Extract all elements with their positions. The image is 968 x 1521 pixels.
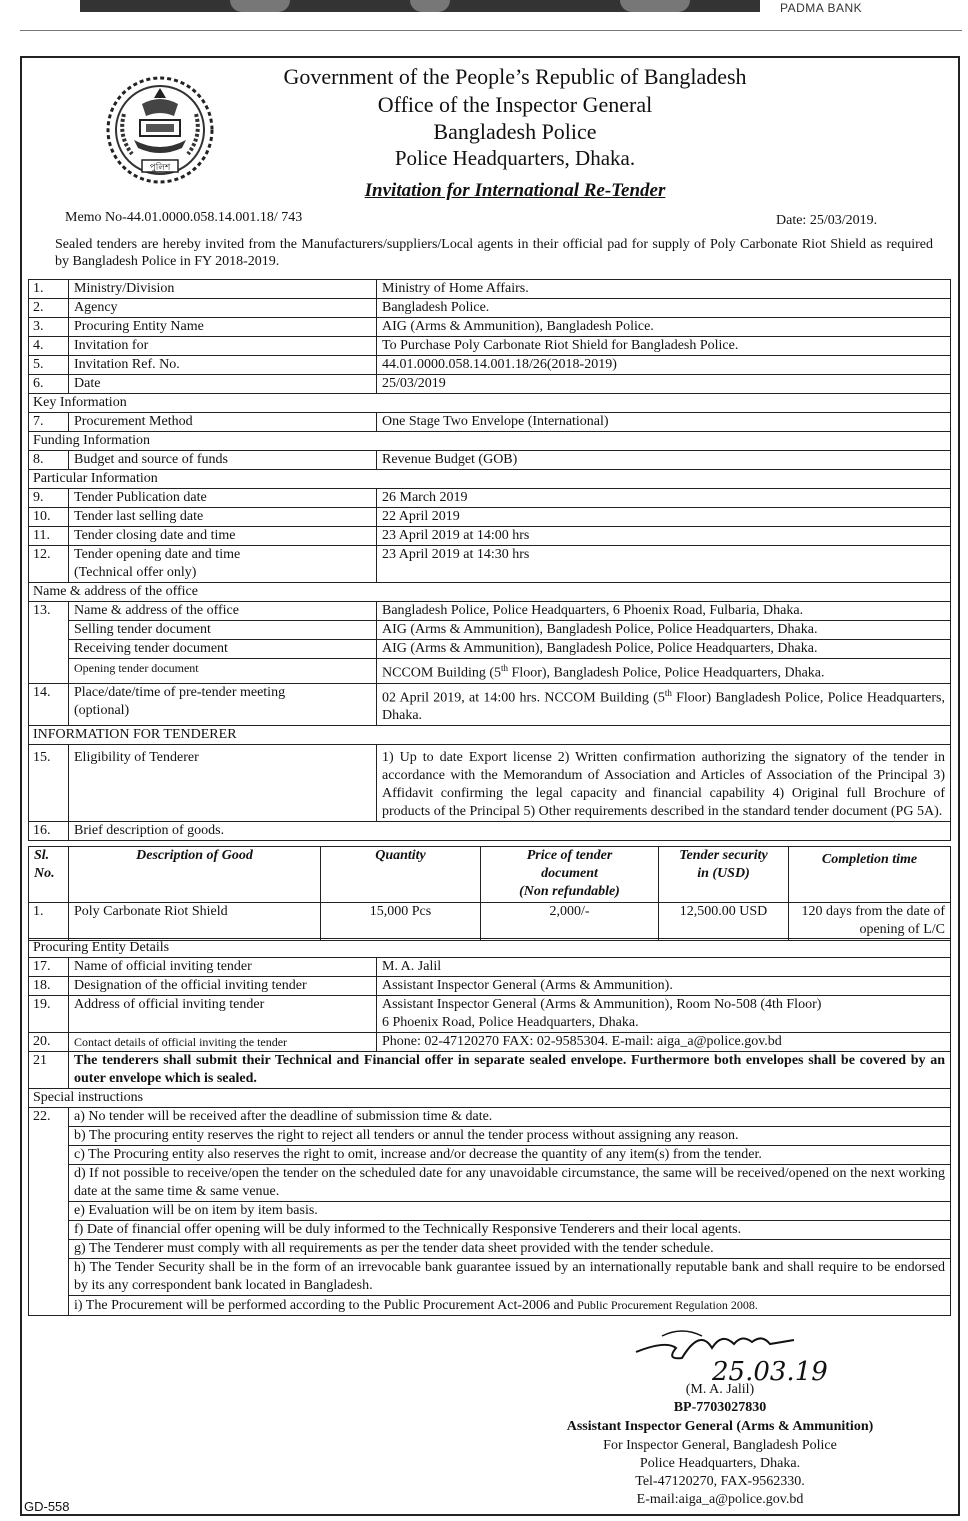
row-value: 23 April 2019 at 14:00 hrs	[377, 527, 951, 546]
row-number: 19.	[29, 996, 69, 1033]
notice-title: Invitation for International Re-Tender	[364, 180, 666, 201]
signatory-office: Police Headquarters, Dhaka.	[639, 1456, 801, 1471]
row-label: Budget and source of funds	[69, 451, 377, 470]
row-label: Ministry/Division	[69, 280, 377, 299]
row-value-line: AIG (Arms & Ammunition), Bangladesh Police, Police Headquarters, Dhaka.	[377, 640, 950, 659]
row-label: Contact details of official inviting the tender	[69, 1033, 377, 1052]
footer-code: GD-558	[24, 1499, 70, 1514]
table-row	[29, 489, 951, 508]
table-row	[29, 375, 951, 394]
row-label: Tender last selling date	[69, 508, 377, 527]
row-number: 22.	[29, 1108, 69, 1316]
row-value: Ministry of Home Affairs.	[377, 280, 951, 299]
row-value: AIG (Arms & Ammunition), Bangladesh Police.	[377, 318, 951, 337]
table-row	[29, 822, 951, 841]
row-number: 3.	[29, 318, 69, 337]
row-number: 10.	[29, 508, 69, 527]
row-number: 7.	[29, 413, 69, 432]
row-number: 16.	[29, 822, 69, 841]
row-value: M. A. Jalil	[377, 958, 951, 977]
row-number: 17.	[29, 958, 69, 977]
section-special-instructions: Special instructions	[29, 1089, 951, 1108]
section-key-information: Key Information	[29, 394, 951, 413]
table-row	[29, 602, 951, 684]
row-value: 22 April 2019	[377, 508, 951, 527]
row-number: 9.	[29, 489, 69, 508]
header-line: in (USD)	[697, 866, 750, 881]
table-row	[29, 508, 951, 527]
text-sup: th	[664, 687, 672, 698]
instruction-item: h) The Tender Security shall be in the form of an irrevocable bank guarantee issued by an internationally reputable bank and shall require to be endorsed by its any correspondent bank located in Bangladesh.	[69, 1259, 950, 1296]
row-label-line: Name & address of the office	[69, 602, 376, 621]
intro-paragraph: Sealed tenders are hereby invited from the Manufacturers/suppliers/Local agents in their official pad for supply of Poly Carbonate Riot Shield as required by Bangladesh Police in FY 2018-2019.	[55, 237, 933, 269]
top-photo-strip	[80, 0, 760, 12]
row-number: 11.	[29, 527, 69, 546]
goods-sl: 1.	[29, 903, 69, 941]
text-part: i) The Procurement will be performed according to the Public Procurement Act-2006 and	[74, 1298, 578, 1313]
procuring-table	[28, 938, 951, 1316]
text-part: NCCOM Building (5	[382, 665, 502, 681]
table-row	[29, 337, 951, 356]
row-label-line: Receiving tender document	[69, 640, 376, 659]
section-name-address: Name & address of the office	[29, 583, 951, 602]
row-label: Brief description of goods.	[69, 822, 951, 841]
row-value: 26 March 2019	[377, 489, 951, 508]
header-line: Sl.	[34, 848, 50, 863]
goods-price: 2,000/-	[481, 903, 659, 941]
row-value: 25/03/2019	[377, 375, 951, 394]
row-label: Address of official inviting tender	[69, 996, 377, 1033]
row-value	[377, 683, 951, 726]
header-office: Office of the Inspector General	[377, 92, 653, 117]
header-government: Government of the People’s Republic of Bangladesh	[283, 64, 747, 89]
goods-row	[29, 903, 951, 941]
text-part: Floor), Bangladesh Police, Police Headquarters, Dhaka.	[508, 665, 825, 681]
instruction-item: d) If not possible to receive/open the tender on the scheduled date for any unavoidable circumstance, the same will be received/opened on the next working date at the same time & same venue.	[69, 1165, 950, 1202]
row-value-line	[377, 659, 950, 683]
signatory-name: (M. A. Jalil)	[685, 1382, 755, 1397]
row-value-line: 6 Phoenix Road, Police Headquarters, Dhaka.	[382, 1015, 639, 1030]
signatory-tel: Tel-47120270, FAX-9562330.	[635, 1474, 805, 1489]
instruction-list	[69, 1108, 951, 1316]
instruction-item: g) The Tenderer must comply with all requirements as per the tender data sheet provided with the tender schedule.	[69, 1240, 950, 1259]
signatory-email: E-mail:aiga_a@police.gov.bd	[636, 1492, 804, 1507]
row-number: 1.	[29, 280, 69, 299]
row-label: Tender closing date and time	[69, 527, 377, 546]
table-row	[29, 546, 951, 583]
row-number: 5.	[29, 356, 69, 375]
notice-date: Date: 25/03/2019.	[776, 213, 878, 228]
header-line: Tender security	[679, 848, 768, 863]
row-label-line: (optional)	[74, 702, 130, 718]
row-label-line: Selling tender document	[69, 621, 376, 640]
goods-security: 12,500.00 USD	[659, 903, 789, 941]
table-row	[29, 683, 951, 726]
row-value	[377, 602, 951, 684]
goods-header-row	[29, 847, 951, 903]
instruction-item: e) Evaluation will be on item by item basis.	[69, 1202, 950, 1221]
section-header	[29, 726, 951, 745]
instruction-item: c) The Procuring entity also reserves the right to omit, increase and/or decrease the quantity of any item(s) from the tender.	[69, 1146, 950, 1165]
section-header	[29, 1089, 951, 1108]
signatory-designation: Assistant Inspector General (Arms & Ammunition)	[566, 1419, 874, 1434]
text-part: 02 April 2019, at 14:00 hrs. NCCOM Building (5	[382, 690, 665, 706]
table-row	[29, 451, 951, 470]
row-value: 44.01.0000.058.14.001.18/26(2018-2019)	[377, 356, 951, 375]
handwritten-date: 25.03.19	[712, 1357, 828, 1384]
row-value: The tenderers shall submit their Technical and Financial offer in separate sealed envelope. Furthermore both envelopes shall be covered by an outer envelope which is sealed.	[69, 1052, 951, 1089]
row-value-line: Bangladesh Police, Police Headquarters, 6 Phoenix Road, Fulbaria, Dhaka.	[377, 602, 950, 621]
table-row	[29, 413, 951, 432]
row-number: 13.	[29, 602, 69, 684]
signatory-bp: BP-7703027830	[673, 1400, 767, 1415]
top-divider	[20, 30, 962, 31]
row-value	[377, 996, 951, 1033]
row-label: Tender Publication date	[69, 489, 377, 508]
instruction-item: f) Date of financial offer opening will be duly informed to the Technically Responsive Tenderers and their local agents.	[69, 1221, 950, 1240]
row-label-line: Tender opening date and time	[74, 547, 241, 562]
table-row	[29, 977, 951, 996]
row-value-line: Assistant Inspector General (Arms & Ammunition), Room No-508 (4th Floor)	[382, 997, 822, 1012]
emblem-scroll-text: পুলিশ	[149, 163, 171, 173]
section-header	[29, 939, 951, 958]
row-label: Procurement Method	[69, 413, 377, 432]
text-part: Public Procurement Regulation 2008.	[577, 1298, 758, 1312]
table-row	[29, 318, 951, 337]
row-label: Agency	[69, 299, 377, 318]
row-value: To Purchase Poly Carbonate Riot Shield for Bangladesh Police.	[377, 337, 951, 356]
section-information-tenderer: INFORMATION FOR TENDERER	[29, 726, 951, 745]
header-line: document	[541, 866, 598, 881]
header-line: (Non refundable)	[519, 884, 620, 899]
table-row	[29, 745, 951, 822]
section-header	[29, 432, 951, 451]
goods-table	[28, 846, 951, 941]
table-row	[29, 527, 951, 546]
goods-completion: 120 days from the date of opening of L/C	[789, 903, 951, 941]
header-police: Bangladesh Police	[433, 119, 597, 144]
table-row	[29, 280, 951, 299]
row-label: Date	[69, 375, 377, 394]
tender-data-table	[28, 279, 951, 841]
row-value: 1) Up to date Export license 2) Written confirmation authorizing the signatory of the tender in accordance with the Memorandum of Association and Articles of Association of the Principal 3) Affidavit confirming the legal capacity and financial capability 4) Original full Brochure of products of the Principal 5) Other requirements described in the standard tender document (PG 5A).	[377, 745, 951, 822]
header-line: Price of tender	[526, 848, 613, 863]
goods-header-completion: Completion time	[789, 847, 951, 903]
goods-description: Poly Carbonate Riot Shield	[69, 903, 321, 941]
row-value: 23 April 2019 at 14:30 hrs	[377, 546, 951, 583]
source-label: PADMA BANK	[780, 1, 863, 15]
header-hq: Police Headquarters, Dhaka.	[394, 146, 636, 170]
row-label: Name of official inviting tender	[69, 958, 377, 977]
row-label	[69, 546, 377, 583]
row-label-line: (Technical offer only)	[74, 565, 197, 580]
row-label: Eligibility of Tenderer	[69, 745, 377, 822]
row-value-line: AIG (Arms & Ammunition), Bangladesh Police, Police Headquarters, Dhaka.	[377, 621, 950, 640]
row-value: Phone: 02-47120270 FAX: 02-9585304. E-mail: aiga_a@police.gov.bd	[377, 1033, 951, 1052]
table-row	[29, 958, 951, 977]
goods-header-quantity: Quantity	[321, 847, 481, 903]
goods-header-price	[481, 847, 659, 903]
instruction-item: b) The procuring entity reserves the right to reject all tenders or annul the tender process without assigning any reason.	[69, 1127, 950, 1146]
row-number: 4.	[29, 337, 69, 356]
text-sup: th	[501, 663, 509, 673]
row-label: Invitation for	[69, 337, 377, 356]
table-row	[29, 356, 951, 375]
row-value: One Stage Two Envelope (International)	[377, 413, 951, 432]
row-label: Procuring Entity Name	[69, 318, 377, 337]
row-label-line: Opening tender document	[74, 661, 199, 675]
table-row	[29, 996, 951, 1033]
table-row	[29, 299, 951, 318]
goods-header-security	[659, 847, 789, 903]
section-header	[29, 583, 951, 602]
row-number: 8.	[29, 451, 69, 470]
handwritten-signature-icon	[632, 1322, 852, 1384]
goods-quantity: 15,000 Pcs	[321, 903, 481, 941]
instruction-item: a) No tender will be received after the deadline of submission time & date.	[69, 1108, 950, 1127]
section-procuring-entity: Procuring Entity Details	[29, 939, 951, 958]
row-label	[69, 683, 377, 726]
section-header	[29, 394, 951, 413]
section-header	[29, 470, 951, 489]
row-number: 15.	[29, 745, 69, 822]
row-value: Revenue Budget (GOB)	[377, 451, 951, 470]
row-number: 20.	[29, 1033, 69, 1052]
text-part: Floor) Bangladesh Police, Police Headquarters, Dhaka.	[382, 690, 945, 724]
row-number: 21	[29, 1052, 69, 1089]
row-number: 18.	[29, 977, 69, 996]
row-number: 2.	[29, 299, 69, 318]
row-value: Bangladesh Police.	[377, 299, 951, 318]
row-label	[69, 602, 377, 684]
goods-header-description: Description of Good	[69, 847, 321, 903]
row-value: Assistant Inspector General (Arms & Ammunition).	[377, 977, 951, 996]
row-label: Designation of the official inviting tender	[69, 977, 377, 996]
row-label: Invitation Ref. No.	[69, 356, 377, 375]
table-row	[29, 1033, 951, 1052]
table-row	[29, 1052, 951, 1089]
row-number: 12.	[29, 546, 69, 583]
row-label-line: Place/date/time of pre-tender meeting	[74, 684, 286, 700]
section-funding-information: Funding Information	[29, 432, 951, 451]
header-line: No.	[34, 866, 55, 881]
instruction-item	[69, 1296, 950, 1315]
goods-header-sl	[29, 847, 69, 903]
row-number: 14.	[29, 683, 69, 726]
section-particular-information: Particular Information	[29, 470, 951, 489]
signatory-for: For Inspector General, Bangladesh Police	[603, 1438, 837, 1453]
memo-number: Memo No-44.01.0000.058.14.001.18/ 743	[65, 210, 303, 225]
table-row	[29, 1108, 951, 1316]
row-number: 6.	[29, 375, 69, 394]
